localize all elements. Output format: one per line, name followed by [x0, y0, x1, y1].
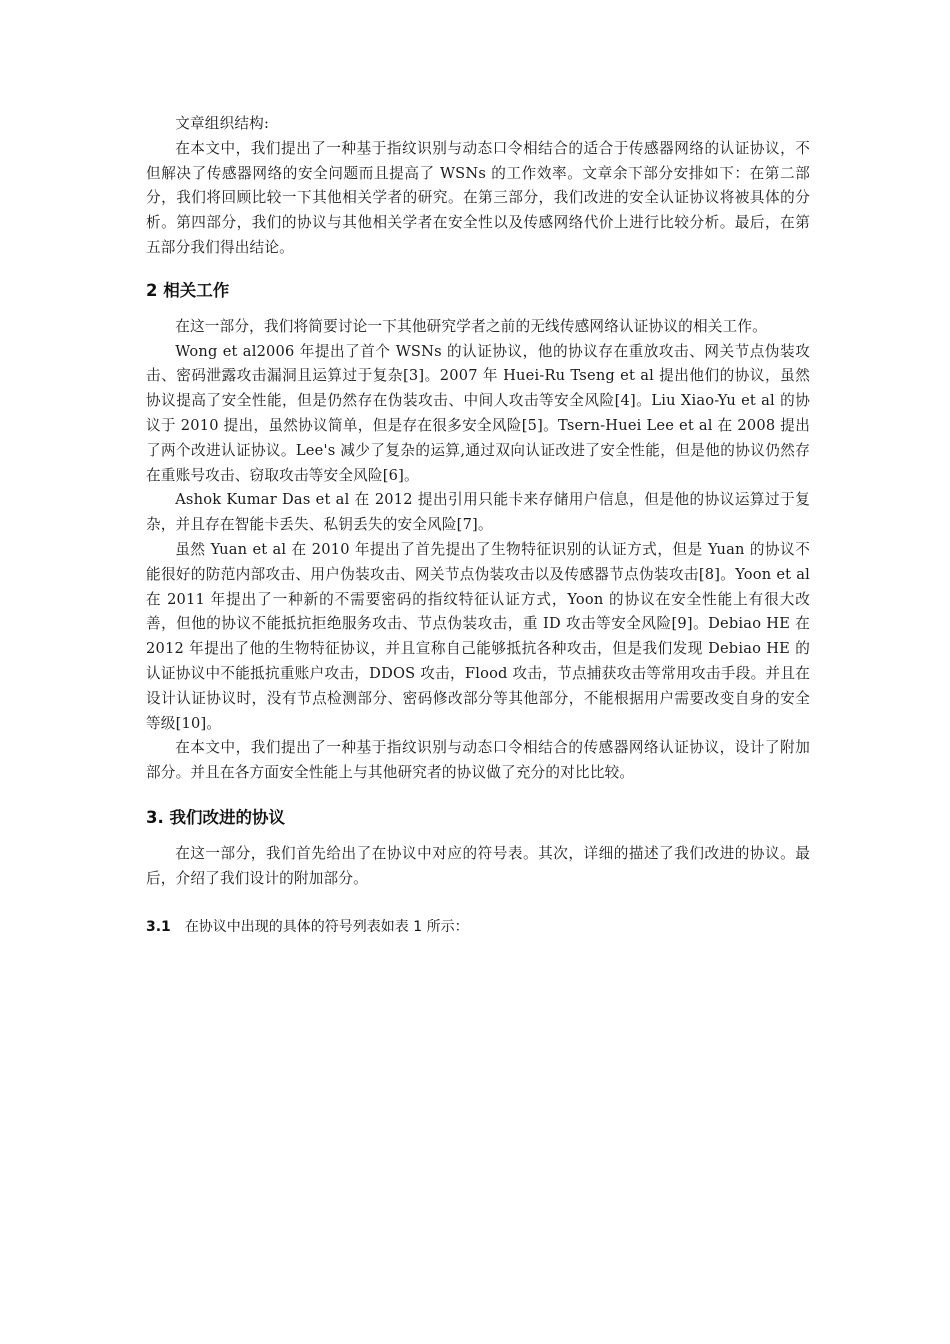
section-3-heading: 3. 我们改进的协议: [146, 807, 285, 827]
subsection-3-1: [146, 916, 810, 938]
section-2-paragraph-4: 虽然 Yuan et al 在 2010 年提出了首先提出了生物特征识别的认证方式，但是 Yuan 的协议不能很好的防范内部攻击、用户伪装攻击、网关节点伪装攻击以及传感器节点伪装攻击[8]。Yoon et al 在 2011 年提出了一种新的不需要密码的指纹特征认证方式，Yoon 的协议在安全性能上有很大改善，但他的协议不能抵抗拒绝服务攻击、节点伪装攻击，重 ID 攻击等安全风险[9]。Debiao HE 在 2012 年提出了他的生物特征协议，并且宣称自己能够抵抗各种攻击，但是我们发现 Debiao HE 的认证协议中不能抵抗重账户攻击，DDOS 攻击，Flood 攻击，节点捕获攻击等常用攻击手段。并且在设计认证协议时，没有节点检测部分、密码修改部分等其他部分，不能根据用户需要改变自身的安全等级[10]。: [146, 540, 810, 732]
section-2-paragraph-5: 在本文中，我们提出了一种基于指纹识别与动态口令相结合的传感器网络认证协议，设计了附加部分。并且在各方面安全性能上与其他研究者的协议做了充分的对比比较。: [146, 739, 810, 782]
section-2-paragraph-1: 在这一部分，我们将简要讨论一下其他研究学者之前的无线传感网络认证协议的相关工作。: [175, 317, 767, 335]
section-3-paragraph: 在这一部分，我们首先给出了在协议中对应的符号表。其次，详细的描述了我们改进的协议。最后，介绍了我们设计的附加部分。: [146, 844, 810, 887]
intro-paragraph: 在本文中，我们提出了一种基于指纹识别与动态口令相结合的适合于传感器网络的认证协议，不但解决了传感器网络的安全问题而且提高了 WSNs 的工作效率。文章余下部分安排如下：在第二部分，我们将回顾比较一下其他相关学者的研究。在第三部分，我们改进的安全认证协议将被具体的分析。第四部分，我们的协议与其他相关学者在安全性以及传感网络代价上进行比较分析。最后，在第五部分我们得出结论。: [146, 139, 810, 256]
page-content: [146, 112, 810, 938]
section-2-paragraph-3: Ashok Kumar Das et al 在 2012 提出引用只能卡来存储用户信息，但是他的协议运算过于复杂，并且存在智能卡丢失、私钥丢失的安全风险[7]。: [146, 491, 810, 534]
subsection-text: 在协议中出现的具体的符号列表如表 1 所示：: [184, 918, 469, 935]
section-2-heading: 2 相关工作: [146, 280, 230, 300]
intro-label: 文章组织结构:: [175, 115, 270, 132]
subsection-number: 3.1: [146, 918, 171, 935]
section-2-paragraph-2: Wong et al2006 年提出了首个 WSNs 的认证协议，他的协议存在重放攻击、网关节点伪装攻击、密码泄露攻击漏洞且运算过于复杂[3]。2007 年 Huei-Ru Tseng et al 提出他们的协议，虽然协议提高了安全性能，但是仍然存在伪装攻击、中间人攻击等安全风险[4]。Liu Xiao-Yu et al 的协议于 2010 提出，虽然协议简单，但是存在很多安全风险[5]。Tsern-Huei Lee et al 在 2008 提出了两个改进认证协议。Lee's 减少了复杂的运算,通过双向认证改进了安全性能，但是他的协议仍然存在重账号攻击、窃取攻击等安全风险[6]。: [146, 342, 810, 484]
